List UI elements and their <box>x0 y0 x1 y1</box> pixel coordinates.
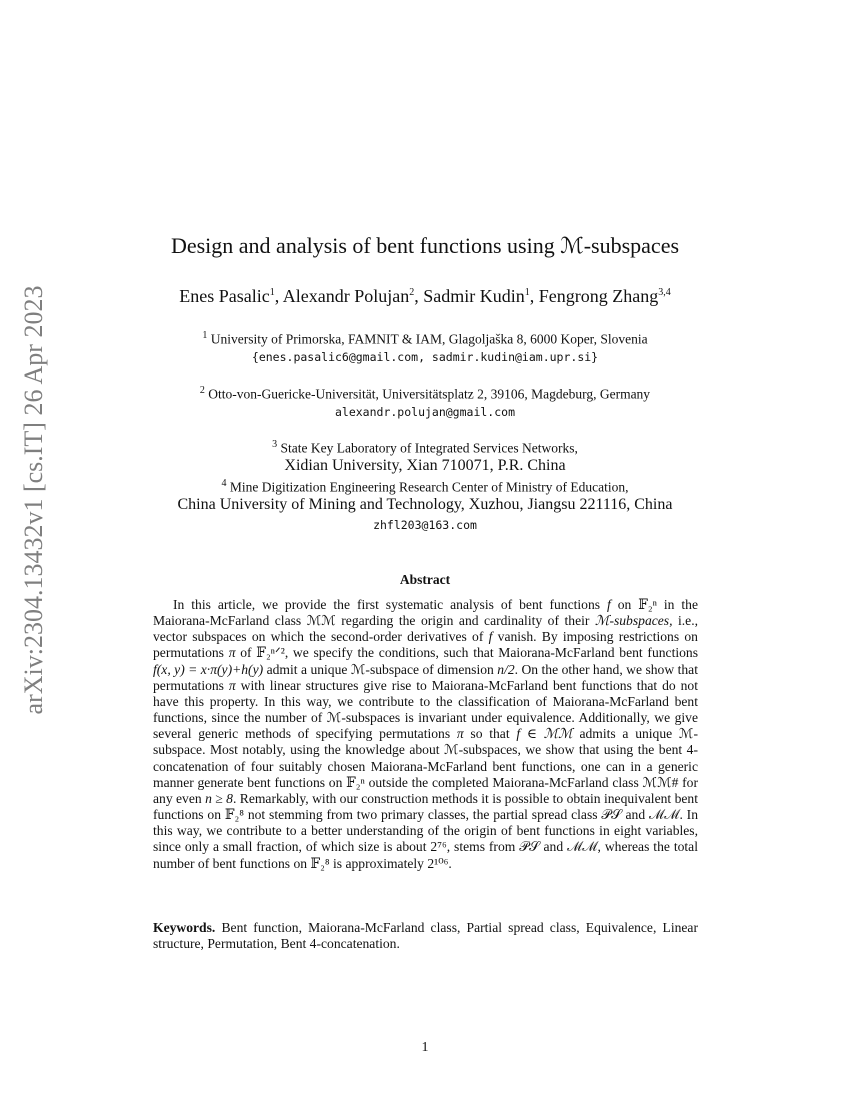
author-affiliation-mark: 1 <box>524 287 530 298</box>
paper-title: Design and analysis of bent functions using ℳ-subspaces <box>170 233 680 258</box>
affiliation-3: $^3$ State Key Laboratory of Integrated Services Networks, <box>272 439 578 456</box>
abstract-body <box>153 597 698 872</box>
arxiv-identifier: arXiv:2304.13432v1 [cs.IT] 26 Apr 2023 <box>19 285 48 715</box>
abstract-paragraph: In this article, we provide the first systematic analysis of bent functions f on 𝔽₂ⁿ in the Maiorana-McFarland class ℳℳ regarding the origin and cardinality of their ℳ-subspaces, i.e., vector subspaces on which the second-order derivatives of f vanish. By imposing restrictions on permutations π of 𝔽₂ⁿᐟ², we specify the conditions, such that Maiorana-McFarland bent functions f(x, y) = x·π(y)+h(y) admit a unique ℳ-subspace of dimension n/2. On the other hand, we show that permutations π with linear structures give rise to Maiorana-McFarland bent functions that do not have this property. In this way, we contribute to the classification of Maiorana-McFarland bent functions, since the number of ℳ-subspaces is invariant under equivalence. Additionally, we give several generic methods of specifying permutations π so that f ∈ ℳℳ admits a unique ℳ-subspace. Most notably, using the knowledge about ℳ-subspaces, we show that using the bent 4-concatenation of four suitably chosen Maiorana-McFarland bent functions, one can in a generic manner generate bent functions on 𝔽₂ⁿ outside the completed Maiorana-McFarland class ℳℳ# for any even n ≥ 8. Remarkably, with our construction methods it is possible to obtain inequivalent bent functions on 𝔽₂⁸ not stemming from two primary classes, the partial spread class 𝒫𝒮 and ℳℳ. In this way, we contribute to a better understanding of the origin of bent functions in eight variables, since only a small fraction, of which size is about 2⁷⁶, stems from 𝒫𝒮 and ℳℳ, whereas the total number of bent functions on 𝔽₂⁸ is approximately 2¹⁰⁶. <box>153 597 699 871</box>
author-list: Enes Pasalic$^1$, Alexandr Polujan$^2$, Sadmir Kudin$^1$, Fengrong Zhang$^{3,4}$ <box>179 286 671 306</box>
author-name: Alexandr Polujan <box>282 286 410 306</box>
affiliation-2: $^2$ Otto-von-Guericke-Universität, Universitätsplatz 2, 39106, Magdeburg, Germany <box>199 385 651 402</box>
affiliation-4-line-2: China University of Mining and Technology, Xuzhou, Jiangsu 221116, China <box>177 496 673 513</box>
author-name: Sadmir Kudin <box>423 286 525 306</box>
author-affiliation-mark: 3,4 <box>658 287 671 298</box>
author-name: Enes Pasalic <box>179 286 270 306</box>
email-2: alexandr.polujan@gmail.com <box>334 405 515 419</box>
affiliation-1: $^1$ University of Primorska, FAMNIT & IAM, Glagoljaška 8, 6000 Koper, Slovenia <box>202 330 648 347</box>
author-affiliation-mark: 1 <box>269 287 275 298</box>
abstract-heading: Abstract <box>399 572 451 587</box>
author-affiliation-mark: 2 <box>409 287 415 298</box>
affiliation-3-line-2: Xidian University, Xian 710071, P.R. China <box>284 457 566 474</box>
author-name: Fengrong Zhang <box>538 286 659 306</box>
email-3: zhfl203@163.com <box>373 518 477 532</box>
affiliation-4: $^4$ Mine Digitization Engineering Research Center of Ministry of Education, <box>221 478 629 495</box>
keywords-text: Bent function, Maiorana-McFarland class, Partial spread class, Equivalence, Linear structure, Permutation, Bent 4-concatenation. <box>153 920 698 952</box>
email-1: {enes.pasalic6@gmail.com, sadmir.kudin@iam.upr.si} <box>251 350 599 364</box>
keywords-label: Keywords. <box>153 920 216 935</box>
keywords <box>153 920 698 952</box>
page-number: 1 <box>421 1040 429 1055</box>
